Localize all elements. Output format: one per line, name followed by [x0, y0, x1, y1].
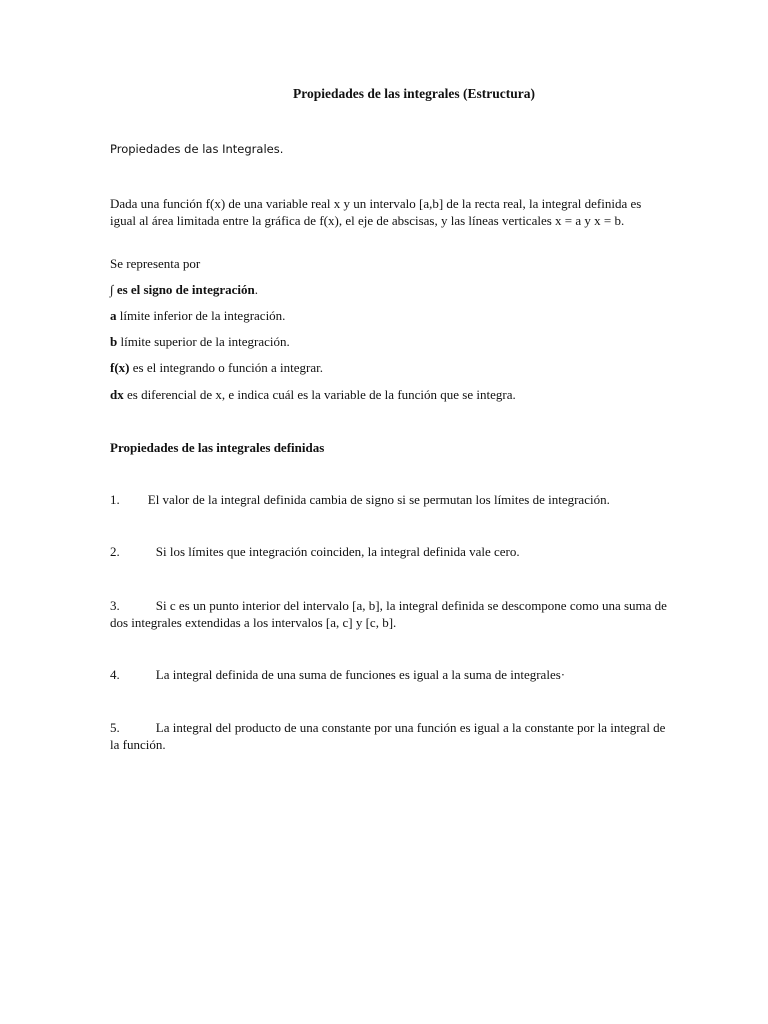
definition-a-text: límite inferior de la integración.	[116, 308, 286, 323]
properties-heading: Propiedades de las integrales definidas	[110, 440, 325, 455]
property-number: 3.	[110, 598, 120, 613]
term-fx: f(x)	[110, 360, 130, 375]
property-text: El valor de la integral definida cambia de signo si se permutan los límites de integración.	[147, 492, 610, 507]
definition-dx-text: es diferencial de x, e indica cuál es la variable de la función que se integra.	[123, 387, 516, 402]
property-item-1	[110, 492, 610, 508]
term-dx: dx	[110, 387, 124, 402]
property-item-2	[110, 544, 520, 560]
property-number: 1.	[110, 492, 120, 507]
property-number: 5.	[110, 720, 120, 735]
represent-line: Se representa por	[110, 256, 201, 271]
definition-b-text: límite superior de la integración.	[117, 334, 290, 349]
property-text: Si c es un punto interior del intervalo [a, b], la integral definida se descompone como una suma de dos integrales extendidas a los intervalos [a, c] y [c, b].	[110, 598, 667, 630]
term-b: b	[110, 334, 118, 349]
document-title: Propiedades de las integrales (Estructura)	[293, 86, 535, 101]
definition-a	[110, 308, 285, 324]
integral-definition-text: es el signo de integración	[113, 282, 255, 297]
property-number: 4.	[110, 667, 120, 682]
property-text: Si los límites que integración coinciden, la integral definida vale cero.	[155, 544, 520, 559]
intro-paragraph: Dada una función f(x) de una variable real x y un intervalo [a,b] de la recta real, la integral definida es igual al área limitada entre la gráfica de f(x), el eje de abscisas, y las líneas verticales x = a y x = b.	[110, 196, 642, 228]
property-number: 2.	[110, 544, 120, 559]
section-subtitle: Propiedades de las Integrales.	[110, 142, 284, 156]
definition-dx	[110, 387, 516, 403]
definition-fx-text: es el integrando o función a integrar.	[129, 360, 323, 375]
property-item-5	[110, 719, 670, 753]
term-a: a	[110, 308, 117, 323]
property-item-3	[110, 597, 670, 631]
integral-definition-end: .	[254, 282, 258, 297]
integral-symbol: ∫	[110, 282, 114, 297]
property-item-4	[110, 667, 565, 683]
property-text: La integral del producto de una constante por una función es igual a la constante por la integral de la función.	[110, 720, 666, 752]
property-text: La integral definida de una suma de funciones es igual a la suma de integrales·	[155, 667, 566, 682]
definition-fx	[110, 360, 323, 376]
definition-integral	[110, 282, 258, 298]
definition-b	[110, 334, 290, 350]
